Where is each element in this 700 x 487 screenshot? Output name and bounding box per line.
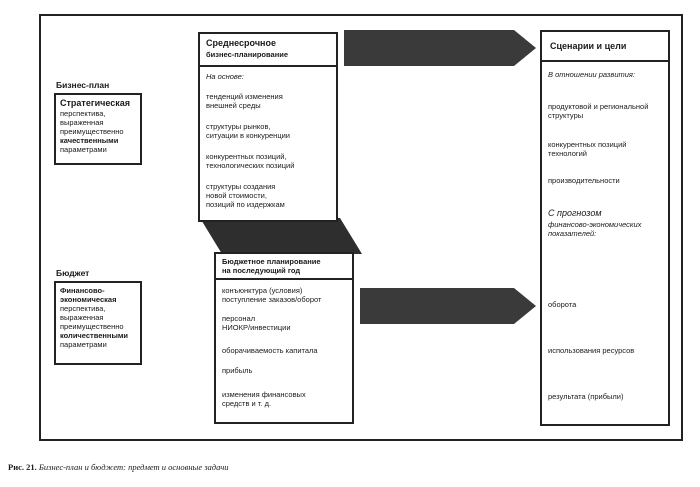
business-plan-line-2: выраженная <box>60 118 104 127</box>
budget-planning-item <box>222 314 348 332</box>
budget-label: Бюджет <box>56 268 90 278</box>
business-plan-label: Бизнес-план <box>56 80 110 90</box>
midterm-basis: На основе: <box>206 72 244 81</box>
midterm-header <box>200 34 336 67</box>
caption-label: Рис. 21. <box>8 462 37 472</box>
budget-bold-line: количественными <box>60 331 129 340</box>
midterm-item-3-l2: технологических позиций <box>206 161 295 170</box>
budget-planning-item-5-l2: средств и т. д. <box>222 399 272 408</box>
budget-planning-item <box>222 286 348 304</box>
goal-item-2-l1: конкурентных позиций <box>548 140 627 149</box>
budget-last-line: параметрами <box>60 340 107 349</box>
budget-line-5: преимущественно <box>60 322 124 331</box>
business-plan-line-3: преимущественно <box>60 127 124 136</box>
forecast-item-2: использования ресурсов <box>548 346 635 355</box>
midterm-title-2: бизнес-планирование <box>206 50 289 59</box>
budget-planning-box <box>214 252 354 424</box>
budget-planning-item-2-l2: НИОКР/инвестиции <box>222 323 291 332</box>
budget-planning-title-1: Бюджетное планирование <box>222 257 321 266</box>
midterm-item <box>206 92 332 110</box>
scenarios-title: Сценарии и цели <box>550 41 627 51</box>
budget-planning-item-5-l1: изменения финансовых <box>222 390 306 399</box>
budget-line-4: выраженная <box>60 313 104 322</box>
budget-planning-item-1-l2: поступление заказов/оборот <box>222 295 322 304</box>
goal-item-2-l2: технологий <box>548 149 588 158</box>
goal-item-3: производительности <box>548 176 620 185</box>
midterm-item-2-l1: структуры рынков, <box>206 122 271 131</box>
budget-line-3: перспектива, <box>60 304 106 313</box>
goal-item-1-l2: структуры <box>548 111 584 120</box>
forecast-item <box>548 300 664 309</box>
midterm-item-2-l2: ситуации в конкуренции <box>206 131 290 140</box>
midterm-planning-box <box>198 32 338 222</box>
bottom-arrow-shape <box>360 288 536 324</box>
forecast-sub-l2: показателей: <box>548 229 597 238</box>
forecast-item <box>548 392 664 401</box>
midterm-item-4-l3: позиций по издержкам <box>206 200 285 209</box>
business-plan-line-1: перспектива, <box>60 109 106 118</box>
budget-planning-title-2: на последующий год <box>222 266 301 275</box>
budget-planning-item-1-l1: конъюнктура (условия) <box>222 286 303 295</box>
budget-line-1: Финансово- <box>60 286 105 295</box>
budget-planning-item-4: прибыль <box>222 366 253 375</box>
budget-planning-item <box>222 390 348 408</box>
budget-planning-item <box>222 346 348 355</box>
budget-box <box>54 281 142 365</box>
figure-caption <box>8 462 229 472</box>
relation-label: В отношении развития: <box>548 70 636 79</box>
business-plan-box <box>54 93 142 165</box>
forecast-item <box>548 346 664 355</box>
budget-planning-header <box>216 254 352 280</box>
business-plan-bold-line: качественными <box>60 136 119 145</box>
scenarios-header <box>542 32 668 62</box>
forecast-item-3: результата (прибыли) <box>548 392 624 401</box>
midterm-item-4-l2: новой стоимости, <box>206 191 267 200</box>
goal-item <box>548 102 664 120</box>
midterm-item <box>206 152 332 170</box>
goal-item <box>548 176 664 185</box>
midterm-item-3-l1: конкурентных позиций, <box>206 152 287 161</box>
forecast-sub-l1: финансово-экономических <box>548 220 642 229</box>
budget-planning-item-3: оборачиваемость капитала <box>222 346 318 355</box>
top-arrow <box>344 26 540 70</box>
midterm-item <box>206 182 332 209</box>
midterm-item-1-l1: тенденций изменения <box>206 92 283 101</box>
business-plan-last-line: параметрами <box>60 145 107 154</box>
goal-item-1-l1: продуктовой и региональной <box>548 102 649 111</box>
connector-shape <box>200 218 362 254</box>
midterm-item-1-l2: внешней среды <box>206 101 261 110</box>
midterm-item <box>206 122 332 140</box>
forecast-subheading <box>548 220 664 238</box>
top-arrow-shape <box>344 30 536 66</box>
forecast-item-1: оборота <box>548 300 577 309</box>
caption-text: Бизнес-план и бюджет: предмет и основные задачи <box>38 462 229 472</box>
forecast-heading: С прогнозом <box>548 208 602 218</box>
goal-item <box>548 140 664 158</box>
midterm-item-4-l1: структуры создания <box>206 182 276 191</box>
scenarios-goals-box <box>540 30 670 426</box>
budget-line-2: экономическая <box>60 295 117 304</box>
budget-planning-item <box>222 366 348 375</box>
business-plan-title: Стратегическая <box>60 98 130 108</box>
budget-planning-item-2-l1: персонал <box>222 314 256 323</box>
bottom-arrow <box>360 284 540 328</box>
midterm-title-1: Среднесрочное <box>206 38 276 48</box>
